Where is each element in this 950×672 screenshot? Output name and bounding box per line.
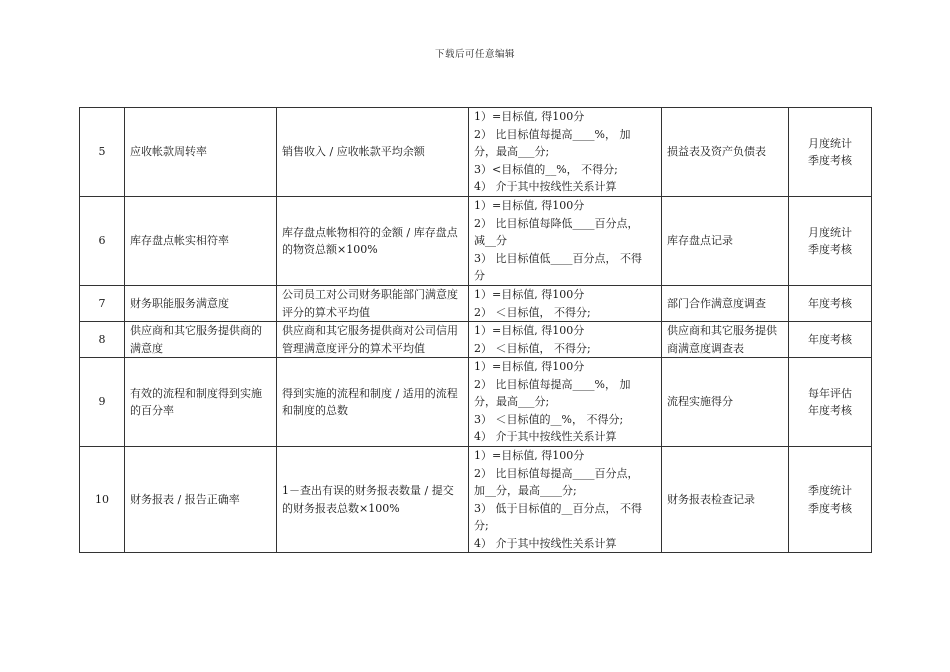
- kpi-table: [79, 107, 872, 553]
- page-header-note: 下载后可任意编辑: [434, 49, 515, 60]
- indicator-name: 应收帐款周转率: [125, 108, 277, 197]
- review-period: [789, 358, 872, 447]
- period-line: 月度统计: [808, 136, 852, 150]
- review-period: [789, 286, 872, 322]
- criteria-line: 1）=目标值, 得100分: [474, 360, 585, 374]
- indicator-name: 供应商和其它服务提供商的满意度: [125, 322, 277, 358]
- data-source: 库存盘点记录: [662, 197, 789, 286]
- row-number: 10: [80, 447, 125, 553]
- criteria-line: 2） ＜目标值， 不得分;: [474, 305, 591, 319]
- criteria-line: 1）=目标值, 得100分: [474, 324, 585, 337]
- criteria-line: 1）=目标值, 得100分: [474, 110, 585, 124]
- review-period: [789, 322, 872, 358]
- period-line: 每年评估: [808, 386, 852, 400]
- calculation-formula: 销售收入 / 应收帐款平均余额: [277, 108, 469, 197]
- data-source: 损益表及资产负债表: [662, 108, 789, 197]
- criteria-line: 4） 介于其中按线性关系计算: [474, 430, 617, 444]
- data-source: 财务报表检查记录: [662, 447, 789, 553]
- table-row: [80, 358, 872, 447]
- criteria-line: 分，最高___分;: [474, 395, 550, 409]
- indicator-name: 有效的流程和制度得到实施的百分率: [125, 358, 277, 447]
- calculation-formula: 库存盘点帐物相符的金额 / 库存盘点的物资总额×100%: [277, 197, 469, 286]
- table-row: [80, 322, 872, 358]
- period-line: 季度统计: [808, 484, 852, 497]
- indicator-name: 库存盘点帐实相符率: [125, 197, 277, 286]
- criteria-line: 4） 介于其中按线性关系计算: [474, 536, 617, 550]
- data-source: 流程实施得分: [662, 358, 789, 447]
- criteria-line: 3） 低于目标值的__百分点， 不得: [474, 501, 642, 515]
- criteria-line: 3）<目标值的__%， 不得分;: [474, 162, 618, 176]
- scoring-criteria: [469, 197, 662, 286]
- period-line: 年度考核: [808, 296, 852, 310]
- table-row: [80, 286, 872, 322]
- criteria-line: 分: [474, 269, 485, 283]
- criteria-line: 4） 介于其中按线性关系计算: [474, 180, 617, 194]
- row-number: 9: [80, 358, 125, 447]
- period-line: 年度考核: [808, 332, 852, 346]
- criteria-line: 2） 比目标值每降低____百分点，: [474, 216, 639, 230]
- period-line: 季度考核: [808, 154, 852, 167]
- criteria-line: 2） 比目标值每提高____%， 加: [474, 127, 631, 141]
- row-number: 6: [80, 197, 125, 286]
- period-line: 季度考核: [808, 501, 852, 515]
- scoring-criteria: [469, 447, 662, 553]
- calculation-formula: 1－查出有误的财务报表数量 / 提交的财务报表总数×100%: [277, 447, 469, 553]
- criteria-line: 3） 比目标值低____百分点， 不得: [474, 251, 642, 265]
- row-number: 8: [80, 322, 125, 358]
- review-period: [789, 108, 872, 197]
- row-number: 5: [80, 108, 125, 197]
- criteria-line: 2） ＜目标值， 不得分;: [474, 341, 591, 355]
- row-number: 7: [80, 286, 125, 322]
- scoring-criteria: [469, 322, 662, 358]
- criteria-line: 3） ＜目标值的__%， 不得分;: [474, 412, 624, 426]
- data-source: 供应商和其它服务提供商满意度调查表: [662, 322, 789, 358]
- calculation-formula: 公司员工对公司财务职能部门满意度评分的算术平均值: [277, 286, 469, 322]
- indicator-name: 财务职能服务满意度: [125, 286, 277, 322]
- calculation-formula: 得到实施的流程和制度 / 适用的流程和制度的总数: [277, 358, 469, 447]
- criteria-line: 2） 比目标值每提高____百分点，: [474, 466, 639, 480]
- scoring-criteria: [469, 108, 662, 197]
- criteria-line: 减__分: [474, 234, 507, 248]
- data-source: 部门合作满意度调查: [662, 286, 789, 322]
- table-row: [80, 197, 872, 286]
- criteria-line: 2） 比目标值每提高____%， 加: [474, 377, 631, 391]
- period-line: 年度考核: [808, 404, 852, 417]
- calculation-formula: 供应商和其它服务提供商对公司信用管理满意度评分的算术平均值: [277, 322, 469, 358]
- review-period: [789, 197, 872, 286]
- period-line: 季度考核: [808, 243, 852, 256]
- table-row: [80, 447, 872, 553]
- criteria-line: 分;: [474, 519, 489, 532]
- criteria-line: 1）=目标值, 得100分: [474, 288, 585, 301]
- scoring-criteria: [469, 358, 662, 447]
- indicator-name: 财务报表 / 报告正确率: [125, 447, 277, 553]
- criteria-line: 加__分，最高____分;: [474, 484, 577, 497]
- period-line: 月度统计: [808, 225, 852, 239]
- table-row: [80, 108, 872, 197]
- review-period: [789, 447, 872, 553]
- criteria-line: 分，最高___分;: [474, 145, 550, 159]
- criteria-line: 1）=目标值, 得100分: [474, 199, 585, 213]
- scoring-criteria: [469, 286, 662, 322]
- criteria-line: 1）=目标值, 得100分: [474, 449, 585, 462]
